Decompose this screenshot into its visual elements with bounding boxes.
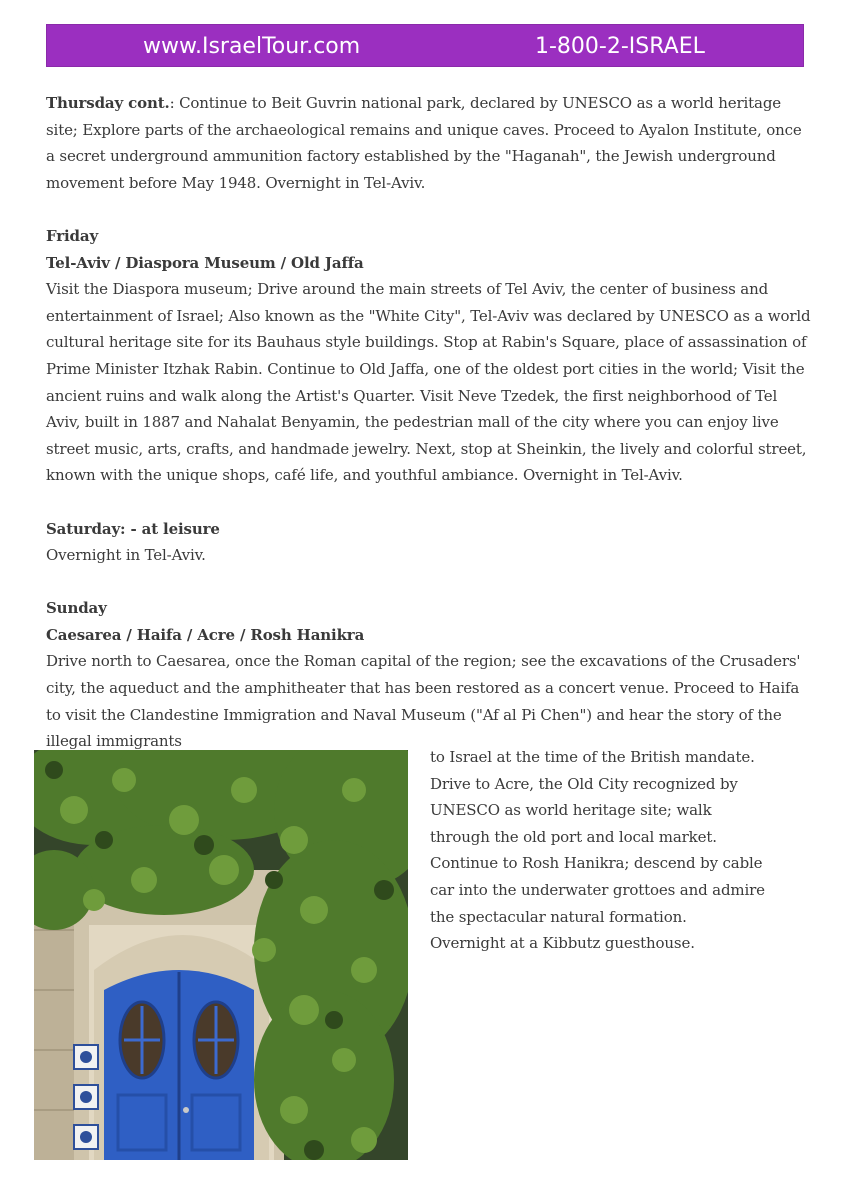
friday-route: Tel-Aviv / Diaspora Museum / Old Jaffa <box>46 253 364 272</box>
thursday-text: : Continue to Beit Guvrin national park, declared by UNESCO as a world heritage site; Explore parts of the archaeological remains and unique caves. Proceed to Ayalon Institute, once a secret underground ammunition factory established by the "Haganah", the Jewish underground movement before May 1948. Overnight in Tel-Aviv. <box>46 94 802 192</box>
sunday-line: Overnight at a Kibbutz guesthouse. <box>430 934 695 953</box>
saturday-text: Overnight in Tel-Aviv. <box>46 546 206 565</box>
thursday-paragraph <box>46 90 812 196</box>
friday-heading: Friday <box>46 226 99 245</box>
itinerary-text <box>46 90 812 755</box>
thursday-label: Thursday cont. <box>46 94 170 112</box>
sunday-route: Caesarea / Haifa / Acre / Rosh Hanikra <box>46 625 365 644</box>
sunday-continuation <box>430 744 800 957</box>
website-link[interactable]: www.IsraelTour.com <box>143 34 361 59</box>
saturday-heading: Saturday: - at leisure <box>46 519 220 538</box>
sunday-text: Drive north to Caesarea, once the Roman capital of the region; see the excavations of the Crusaders' city, the aqueduct and the amphitheater that has been restored as a concert venue. Proceed to Haifa to visit the Clandestine Immigration and Naval Museum ("Af al Pi Chen") and hear the story of the illegal immigrants <box>46 652 801 751</box>
sunday-line: car into the underwater grottoes and admire <box>430 880 765 899</box>
door-photo <box>34 750 408 1160</box>
friday-text: Visit the Diaspora museum; Drive around the main streets of Tel Aviv, the center of business and entertainment of Israel; Also known as the "White City", Tel-Aviv was declared by UNESCO as a world cultural heritage site for its Bauhaus style buildings. Stop at Rabin's Square, place of assassination of Prime Minister Itzhak Rabin. Continue to Old Jaffa, one of the oldest port cities in the world; Visit the ancient ruins and walk along the Artist's Quarter. Visit Neve Tzedek, the first neighborhood of Tel Aviv, built in 1887 and Nahalat Benyamin, the pedestrian mall of the city where you can enjoy live street music, arts, crafts, and handmade jewelry. Next, stop at Sheinkin, the lively and colorful street, known with the unique shops, café life, and youthful ambiance. Overnight in Tel-Aviv. <box>46 280 811 485</box>
header-banner <box>46 24 804 67</box>
sunday-line: through the old port and local market. <box>430 827 717 846</box>
sunday-line: to Israel at the time of the British mandate. <box>430 748 755 766</box>
sunday-line: UNESCO as world heritage site; walk <box>430 801 712 820</box>
sunday-line: Drive to Acre, the Old City recognized by <box>430 774 738 793</box>
phone-number: 1-800-2-ISRAEL <box>535 34 705 59</box>
sunday-line: Continue to Rosh Hanikra; descend by cable <box>430 854 763 873</box>
sunday-line: the spectacular natural formation. <box>430 907 687 926</box>
sunday-heading: Sunday <box>46 599 107 618</box>
